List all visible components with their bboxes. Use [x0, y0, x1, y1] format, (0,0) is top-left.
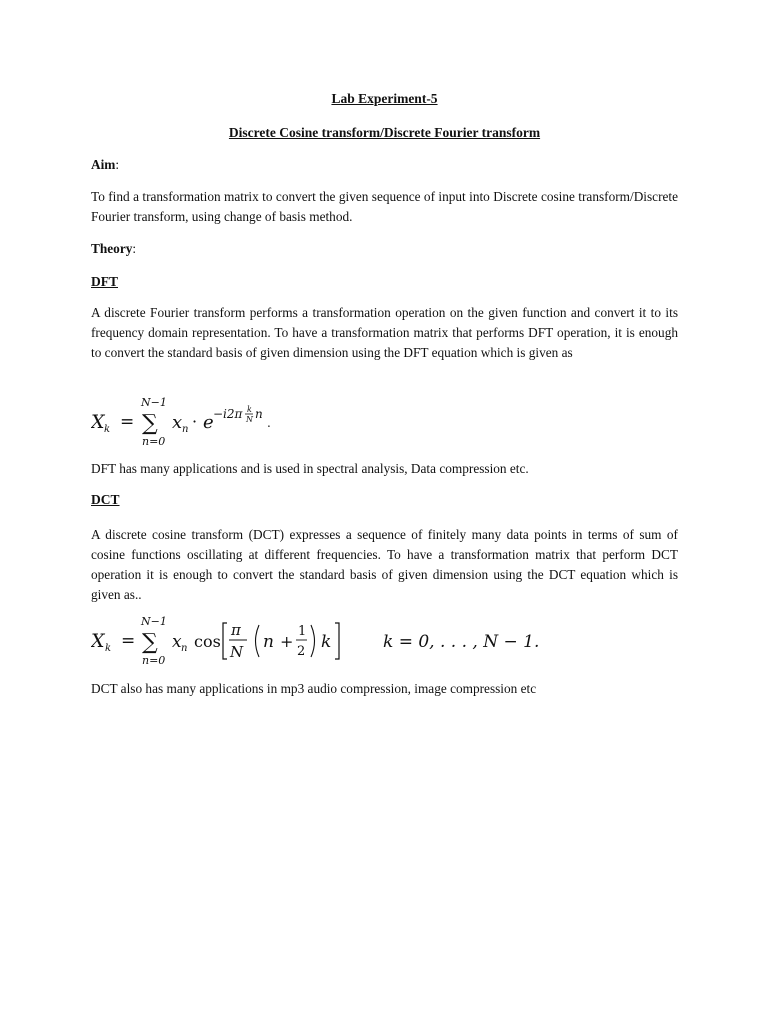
dft-eq-dot: · — [192, 412, 198, 431]
dft-eq-base: e — [203, 412, 214, 433]
dft-eq-term-sub: n — [182, 424, 189, 435]
dct-eq-pi: π — [231, 621, 241, 639]
dft-eq-frac-den: N — [246, 415, 253, 424]
dct-eq-left-bracket — [223, 623, 227, 659]
dct-eq-sigma: ∑ — [142, 630, 158, 655]
dft-paragraph: A discrete Fourier transform performs a transformation operation on the given function and convert it to its frequency domain representation. To have a transformation matrix that performs DFT operation, it is enough to convert the standard basis of given dimension using the DFT equation which is given as — [91, 305, 678, 360]
dct-eq-left-paren — [256, 625, 260, 657]
dft-eq-lhs: X — [91, 411, 105, 433]
dft-eq-sigma: ∑ — [142, 411, 158, 436]
theory-label-row — [91, 241, 136, 257]
dct-eq-range: k = 0, . . . , N − 1. — [383, 632, 540, 652]
dft-eq-exponent: −i2π — [213, 407, 243, 421]
page-title: Lab Experiment-5 — [331, 91, 438, 106]
dft-note: DFT has many applications and is used in spectral analysis, Data compression etc. — [91, 461, 529, 476]
dct-eq-n: n — [263, 632, 274, 652]
dct-eq-sum-lower: n=0 — [142, 654, 166, 667]
theory-colon: : — [132, 241, 137, 256]
dct-eq-plus: + — [280, 632, 294, 651]
dct-eq-N: N — [230, 643, 244, 661]
aim-label: Aim — [91, 157, 116, 172]
page-subtitle: Discrete Cosine transform/Discrete Fourier transform — [228, 125, 541, 140]
dct-eq-k: k — [321, 632, 332, 652]
theory-label: Theory — [91, 241, 133, 256]
dft-eq-period: . — [267, 416, 271, 430]
dft-eq-sum-upper: N−1 — [141, 396, 167, 409]
dft-eq-exp-tail: n — [255, 407, 263, 421]
dct-eq-term-sub: n — [181, 643, 188, 654]
dct-eq-half-den: 2 — [297, 644, 306, 659]
dft-eq-term: x — [172, 412, 183, 433]
dct-heading: DCT — [91, 492, 120, 507]
aim-label-row — [91, 157, 119, 173]
dft-eq-sum-lower: n=0 — [142, 435, 166, 448]
dft-eq-frac-num: k — [247, 405, 252, 414]
dct-eq-func: cos — [194, 632, 221, 651]
dct-note: DCT also has many applications in mp3 audio compression, image compression etc — [91, 681, 537, 696]
dft-eq-lhs-sub: k — [104, 424, 111, 435]
dft-heading: DFT — [91, 274, 118, 289]
dft-eq-equals: = — [120, 412, 135, 432]
dct-eq-equals: = — [121, 631, 136, 651]
dct-equation — [91, 613, 541, 675]
dct-eq-sum-upper: N−1 — [141, 615, 167, 628]
dct-eq-right-paren — [311, 625, 315, 657]
dct-eq-lhs: X — [91, 630, 105, 652]
dct-paragraph: A discrete cosine transform (DCT) expresses a sequence of finitely many data points in terms of sum of cosine functions oscillating at different frequencies. To have a transformation matrix that perform DCT operation it is enough to convert the standard basis of given dimension using the DCT equation which is given as.. — [91, 527, 678, 602]
dft-equation — [91, 393, 291, 455]
dct-eq-lhs-sub: k — [105, 643, 112, 654]
dct-eq-half-num: 1 — [298, 624, 307, 639]
aim-text: To find a transformation matrix to convert the given sequence of input into Discrete cosine transform/Discrete Fourier transform, using change of basis method. — [91, 189, 678, 224]
aim-colon: : — [115, 157, 120, 172]
dct-eq-right-bracket — [335, 623, 339, 659]
dct-eq-term: x — [172, 632, 182, 652]
